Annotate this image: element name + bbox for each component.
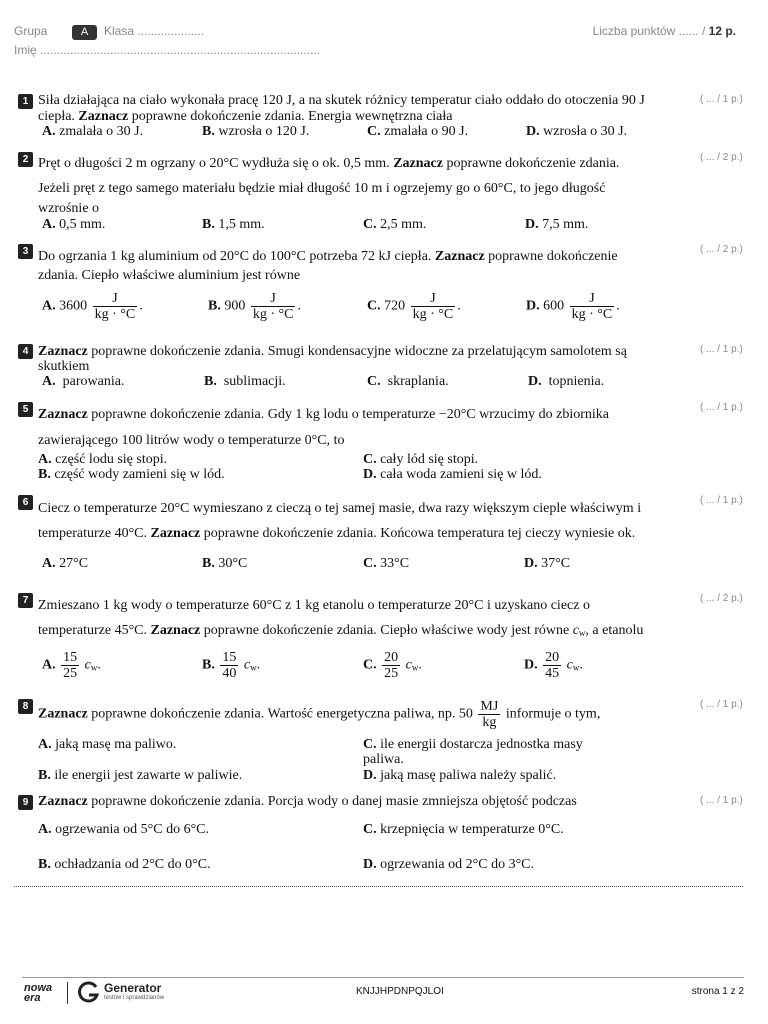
answer-option[interactable]: C. $\frac{20}{25}$ $c_w$.	[363, 650, 422, 681]
question-number: 6	[18, 495, 33, 510]
fraction: $\frac{20}{45}$	[545, 650, 560, 681]
answer-option[interactable]: B. $\frac{15}{40}$ $c_w$.	[202, 650, 261, 681]
question-points: ( ... / 2 p.)	[700, 593, 743, 604]
unit-fraction: $\frac{MJ}{kg}$	[480, 699, 499, 730]
generator-logo-icon	[76, 981, 100, 1005]
answer-option[interactable]: C. 33°C	[363, 556, 410, 571]
answer-option[interactable]: A. parowania.	[42, 374, 125, 389]
nowa-era-logo: nowa era	[24, 982, 53, 1004]
answer-option[interactable]: A. 3600 $\frac{J}{kg \cdot ^\circ C}$ .	[42, 291, 143, 322]
question-points: ( ... / 2 p.)	[700, 244, 743, 255]
answer-option[interactable]: D. 600 $\frac{J}{kg \cdot ^\circ C}$ .	[526, 291, 620, 322]
question-text: Jeżeli pręt z tego samego materiału będzie miał długość 10 m i ogrzejemy go o 60°C, to jego długość	[38, 181, 606, 196]
name-field: Imię ....................................................................................	[14, 43, 321, 57]
question-text: ciepła. Zaznacz poprawne dokończenie zdania. Energia wewnętrzna ciała	[38, 109, 453, 124]
answer-option[interactable]: A. jaką masę ma paliwo.	[38, 737, 177, 752]
question-points: ( ... / 1 p.)	[700, 344, 743, 355]
question-text: Siła działająca na ciało wykonała pracę 120 J, a na skutek różnicy temperatur ciało oddało do otoczenia 90 J	[38, 93, 645, 108]
answer-option[interactable]: C. krzepnięcia w temperaturze 0°C.	[363, 822, 564, 837]
question-number: 9	[18, 795, 33, 810]
question-points: ( ... / 1 p.)	[700, 94, 743, 105]
group-badge: A	[72, 25, 97, 40]
answer-option[interactable]: D. topnienia.	[528, 374, 605, 389]
answer-option[interactable]: D. cała woda zamieni się w lód.	[363, 467, 542, 482]
unit-fraction: $\frac{J}{kg \cdot ^\circ C}$	[412, 291, 454, 322]
answer-option[interactable]: A. 27°C	[42, 556, 89, 571]
answer-option[interactable]: A. część lodu się stopi.	[38, 452, 168, 467]
question-number: 2	[18, 152, 33, 167]
answer-option[interactable]: D. jaką masę paliwa należy spalić.	[363, 768, 557, 783]
answer-option[interactable]: B. ile energii jest zawarte w paliwie.	[38, 768, 243, 783]
fraction: $\frac{15}{40}$	[222, 650, 237, 681]
question-number: 8	[18, 699, 33, 714]
header-row	[14, 24, 754, 42]
answer-option[interactable]: D. $\frac{20}{45}$ $c_w$.	[524, 650, 583, 681]
question-number: 7	[18, 593, 33, 608]
question-points: ( ... / 1 p.)	[700, 795, 743, 806]
generator-logo-subtitle: testów i sprawdzianów	[104, 995, 165, 1001]
question-text: Ciecz o temperaturze 20°C wymieszano z cieczą o tej samej masie, dwa razy większym cieple właściwym i	[38, 501, 642, 516]
answer-option[interactable]: C. 720 $\frac{J}{kg \cdot ^\circ C}$ .	[367, 291, 461, 322]
question-points: ( ... / 2 p.)	[700, 152, 743, 163]
answer-option[interactable]: A. zmalała o 30 J.	[42, 124, 144, 139]
answer-option[interactable]: D. 7,5 mm.	[525, 217, 589, 232]
answer-option[interactable]: B. sublimacji.	[204, 374, 286, 389]
fraction: $\frac{15}{25}$	[63, 650, 78, 681]
fraction: $\frac{20}{25}$	[384, 650, 399, 681]
answer-option[interactable]: A. ogrzewania od 5°C do 6°C.	[38, 822, 210, 837]
question-points: ( ... / 1 p.)	[700, 402, 743, 413]
question-text: temperaturze 45°C. Zaznacz poprawne dokończenie zdania. Ciepło właściwe wody jest równe $c_w$, a etanolu	[38, 623, 644, 638]
generator-logo-text: Generator	[104, 981, 162, 995]
question-text: Zaznacz poprawne dokończenie zdania. Smugi kondensacyjne widoczne za przelatującym samolotem są	[38, 344, 627, 359]
question-text: Zaznacz poprawne dokończenie zdania. Wartość energetyczna paliwa, np. 50 $\frac{MJ}{kg}$ informuje o tym,	[38, 699, 601, 730]
question-text: Pręt o długości 2 m ogrzany o 20°C wydłuża się o ok. 0,5 mm. Zaznacz poprawne dokończenie zdania.	[38, 156, 620, 171]
question-text: zdania. Ciepło właściwe aluminium jest równe	[38, 268, 301, 283]
answer-option[interactable]: B. ochładzania od 2°C do 0°C.	[38, 857, 211, 872]
question-text: temperaturze 40°C. Zaznacz poprawne dokończenie zdania. Końcowa temperatura tej cieczy wyniesie ok.	[38, 526, 636, 541]
question-text: Do ogrzania 1 kg aluminium od 20°C do 100°C potrzeba 72 kJ ciepła. Zaznacz poprawne dokończenie	[38, 249, 618, 264]
question-text: Zmieszano 1 kg wody o temperaturze 60°C z 1 kg etanolu o temperaturze 20°C i uzyskano ciecz o	[38, 598, 590, 613]
footer-divider	[22, 977, 744, 978]
unit-fraction: $\frac{J}{kg \cdot ^\circ C}$	[571, 291, 613, 322]
class-field: Klasa ....................	[104, 24, 205, 38]
answer-option[interactable]: C. zmalała o 90 J.	[367, 124, 469, 139]
group-label: Grupa	[14, 24, 48, 38]
answer-option[interactable]: B. część wody zamieni się w lód.	[38, 467, 225, 482]
answer-option[interactable]: B. 1,5 mm.	[202, 217, 265, 232]
question-number: 3	[18, 244, 33, 259]
logo-divider	[67, 982, 68, 1004]
answer-option[interactable]: A. 0,5 mm.	[42, 217, 106, 232]
page-number: strona 1 z 2	[691, 986, 744, 997]
question-number: 4	[18, 344, 33, 359]
question-text: Zaznacz poprawne dokończenie zdania. Gdy 1 kg lodu o temperaturze −20°C wrzucimy do zbiornika	[38, 407, 610, 422]
answer-option[interactable]: C. ile energii dostarcza jednostka masy	[363, 737, 583, 752]
unit-fraction: $\frac{J}{kg \cdot ^\circ C}$	[94, 291, 136, 322]
answer-option[interactable]: D. 37°C	[524, 556, 571, 571]
answer-option[interactable]: A. $\frac{15}{25}$ $c_w$.	[42, 650, 101, 681]
question-text: zawierającego 100 litrów wody o temperaturze 0°C, to	[38, 433, 345, 448]
question-points: ( ... / 1 p.)	[700, 495, 743, 506]
question-number: 5	[18, 402, 33, 417]
answer-option[interactable]: D. wzrosła o 30 J.	[526, 124, 628, 139]
answer-option-continuation: paliwa.	[363, 752, 404, 767]
points-total: Liczba punktów ...... / 12 p.	[592, 24, 736, 38]
section-divider	[14, 886, 743, 887]
question-text: Zaznacz poprawne dokończenie zdania. Porcja wody o danej masie zmniejsza objętość podczas	[38, 794, 577, 809]
question-text: skutkiem	[38, 359, 90, 374]
document-code: KNJJHPDNPQJLOI	[356, 986, 444, 997]
question-text: wzrośnie o	[38, 201, 100, 216]
answer-option[interactable]: D. ogrzewania od 2°C do 3°C.	[363, 857, 535, 872]
answer-option[interactable]: C. cały lód się stopi.	[363, 452, 479, 467]
answer-option[interactable]: C. 2,5 mm.	[363, 217, 427, 232]
question-number: 1	[18, 94, 33, 109]
answer-option[interactable]: B. wzrosła o 120 J.	[202, 124, 310, 139]
question-points: ( ... / 1 p.)	[700, 699, 743, 710]
unit-fraction: $\frac{J}{kg \cdot ^\circ C}$	[252, 291, 294, 322]
answer-option[interactable]: B. 900 $\frac{J}{kg \cdot ^\circ C}$ .	[208, 291, 301, 322]
answer-option[interactable]: C. skraplania.	[367, 374, 449, 389]
answer-option[interactable]: B. 30°C	[202, 556, 248, 571]
